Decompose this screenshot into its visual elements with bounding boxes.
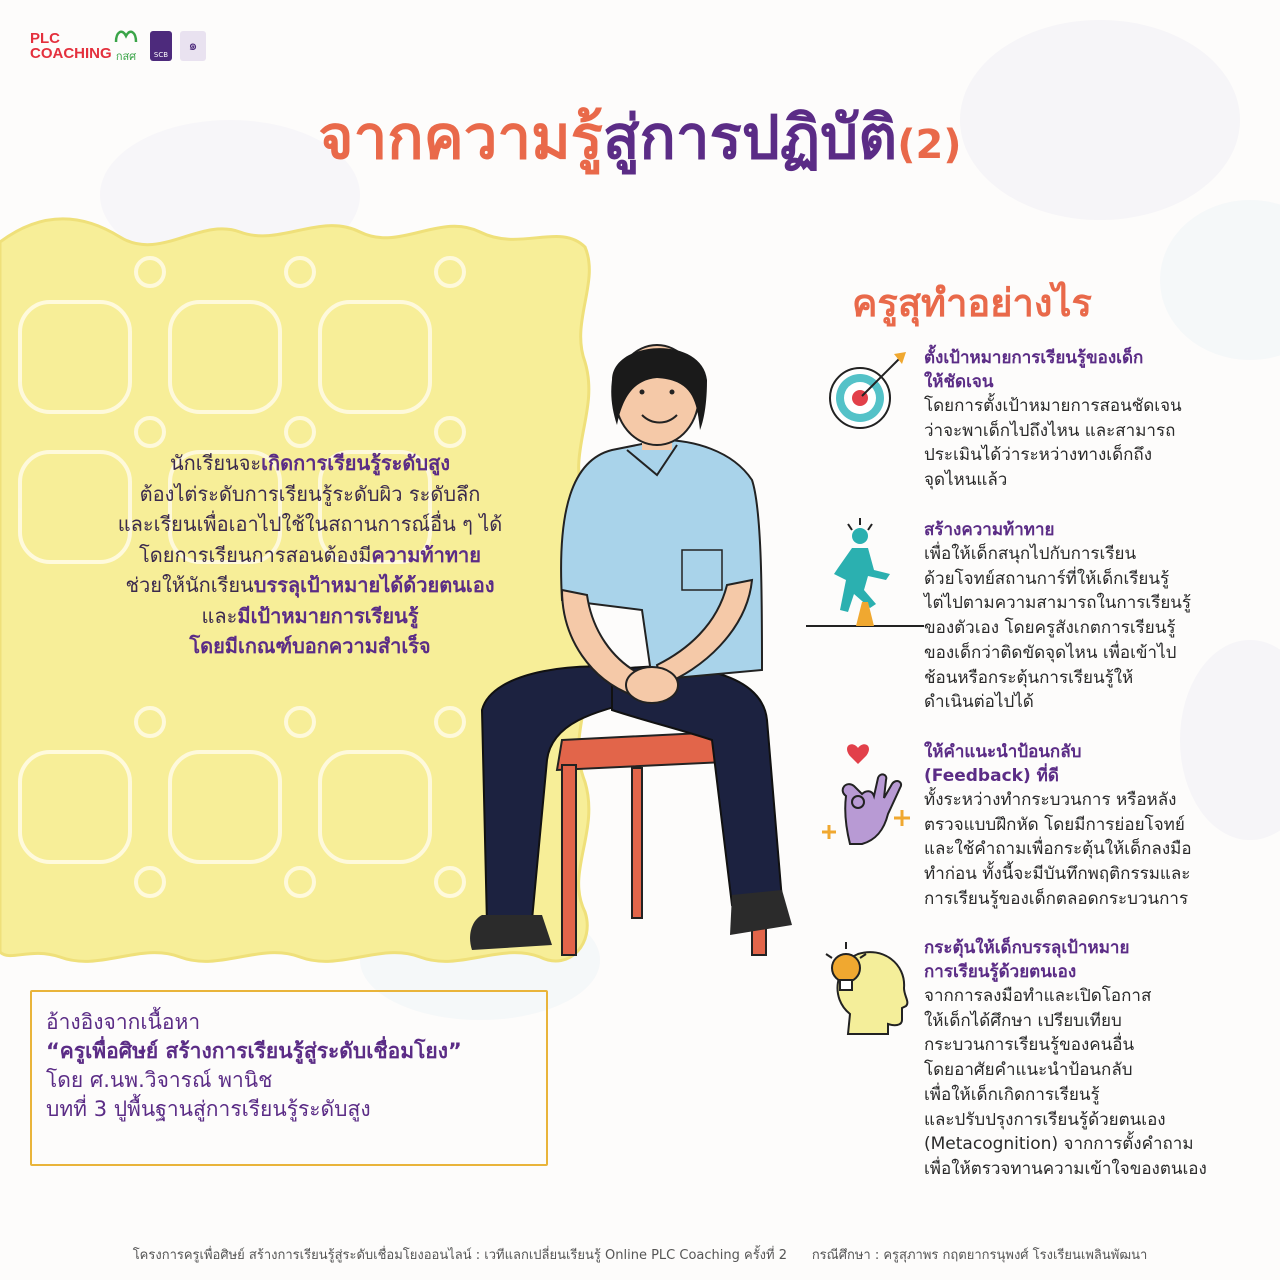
summary-line: นักเรียนจะเกิดการเรียนรู้ระดับสูง: [169, 451, 451, 475]
reference-chapter: บทที่ 3 ปูพื้นฐานสู่การเรียนรู้ระดับสูง: [46, 1097, 371, 1121]
jumping-person-icon: [806, 518, 926, 630]
reference-author: โดย ศ.นพ.วิจารณ์ พานิช: [46, 1068, 273, 1092]
how-item-heading: ตั้งเป้าหมายการเรียนรู้ของเด็ก ให้ชัดเจน: [924, 348, 1144, 392]
foundation-logo: ๑: [180, 31, 206, 61]
ksst-logo: กสศ: [110, 26, 142, 65]
title-part1: จากความรู้: [318, 103, 603, 173]
title-part3: (2): [897, 122, 962, 168]
page-title: [0, 90, 1280, 185]
summary-line: โดยมีเกณฑ์บอกความสำเร็จ: [189, 634, 431, 658]
summary-line: ช่วยให้นักเรียนบรรลุเป้าหมายได้ด้วยตนเอง: [125, 573, 495, 597]
leaf-icon: [112, 26, 140, 44]
plc-coaching-logo: PLC COACHING: [30, 29, 112, 62]
summary-line: และเรียนเพื่อเอาไปใช้ในสถานการณ์อื่น ๆ ได้: [117, 512, 503, 536]
how-section-title: ครูสุทำอย่างไร: [852, 281, 1092, 325]
scb-logo: SCB: [150, 31, 172, 61]
footer-case-study: กรณีศึกษา : ครูสุภาพร กฤตยากรนุพงศ์ โรงเรียนเพลินพัฒนา: [811, 1248, 1148, 1263]
how-item-3: [924, 740, 1264, 912]
how-item-1: [924, 346, 1264, 493]
title-part2: สู่การปฏิบัติ: [602, 103, 898, 173]
how-item-2: [924, 518, 1264, 715]
how-item-body: ทั้งระหว่างทำกระบวนการ หรือหลัง ตรวจแบบฝึกหัด โดยมีการย่อยโจทย์ และใช้คำถามเพื่อกระตุ้นให้เด็กลงมือ ทำก่อน ทั้งนี้จะมีบันทึกพฤติกรรมและ การเรียนรู้ของเด็กตลอดกระบวนการ: [924, 790, 1192, 909]
how-item-4: [924, 936, 1264, 1182]
reference-box: [30, 990, 548, 1166]
summary-line: โดยการเรียนการสอนต้องมีความท้าทาย: [139, 542, 481, 567]
sponsor-logos: [30, 26, 206, 65]
head-lightbulb-icon: [818, 936, 918, 1036]
ok-hand-heart-icon: [816, 740, 916, 855]
footer-project: โครงการครูเพื่อศิษย์ สร้างการเรียนรู้สู่ระดับเชื่อมโยงออนไลน์ : เวทีแลกเปลี่ยนเรียนรู้ Online PLC Coaching ครั้งที่ 2: [132, 1248, 788, 1263]
seated-teacher-illustration: [462, 340, 802, 970]
how-item-heading: ให้คำแนะนำป้อนกลับ (Feedback) ที่ดี: [924, 742, 1082, 786]
target-icon: [822, 350, 912, 430]
background-blob: [1160, 200, 1280, 360]
how-item-body: เพื่อให้เด็กสนุกไปกับการเรียน ด้วยโจทย์สถานการ์ที่ให้เด็กเรียนรู้ ไต่ไปตามความสามารถในการเรียนรู้ ของตัวเอง โดยครูสังเกตการเรียนรู้ ของเด็กว่าติดขัดจุดไหน เพื่อเข้าไป ช้อนหรือกระตุ้นการเรียนรู้ให้ ดำเนินต่อไปได้: [924, 544, 1192, 713]
how-item-heading: สร้างความท้าทาย: [924, 520, 1055, 540]
reference-line: อ้างอิงจากเนื้อหา: [46, 1010, 201, 1034]
how-item-heading: กระตุ้นให้เด็กบรรลุเป้าหมาย การเรียนรู้ด้วยตนเอง: [924, 938, 1130, 982]
how-item-body: โดยการตั้งเป้าหมายการสอนชัดเจน ว่าจะพาเด็กไปถึงไหน และสามารถ ประเมินได้ว่าระหว่างทางเด็กถึง จุดไหนแล้ว: [924, 396, 1182, 491]
footer-credits: [0, 1244, 1280, 1265]
reference-text: [46, 1008, 462, 1124]
reference-book-title: “ครูเพื่อศิษย์ สร้างการเรียนรู้สู่ระดับเชื่อมโยง”: [46, 1039, 462, 1063]
summary-line: และมีเป้าหมายการเรียนรู้: [201, 603, 419, 628]
how-item-body: จากการลงมือทำและเปิดโอกาส ให้เด็กได้ศึกษา เปรียบเทียบ กระบวนการเรียนรู้ของคนอื่น โดยอาศัยคำแนะนำป้อนกลับ เพื่อให้เด็กเกิดการเรียนรู้ และปรับปรุงการเรียนรู้ด้วยตนเอง (Metacognition) จากการตั้งคำถาม เพื่อให้ตรวจทานความเข้าใจของตนเอง: [924, 986, 1207, 1179]
summary-line: ต้องไต่ระดับการเรียนรู้ระดับผิว ระดับลึก: [139, 481, 481, 506]
